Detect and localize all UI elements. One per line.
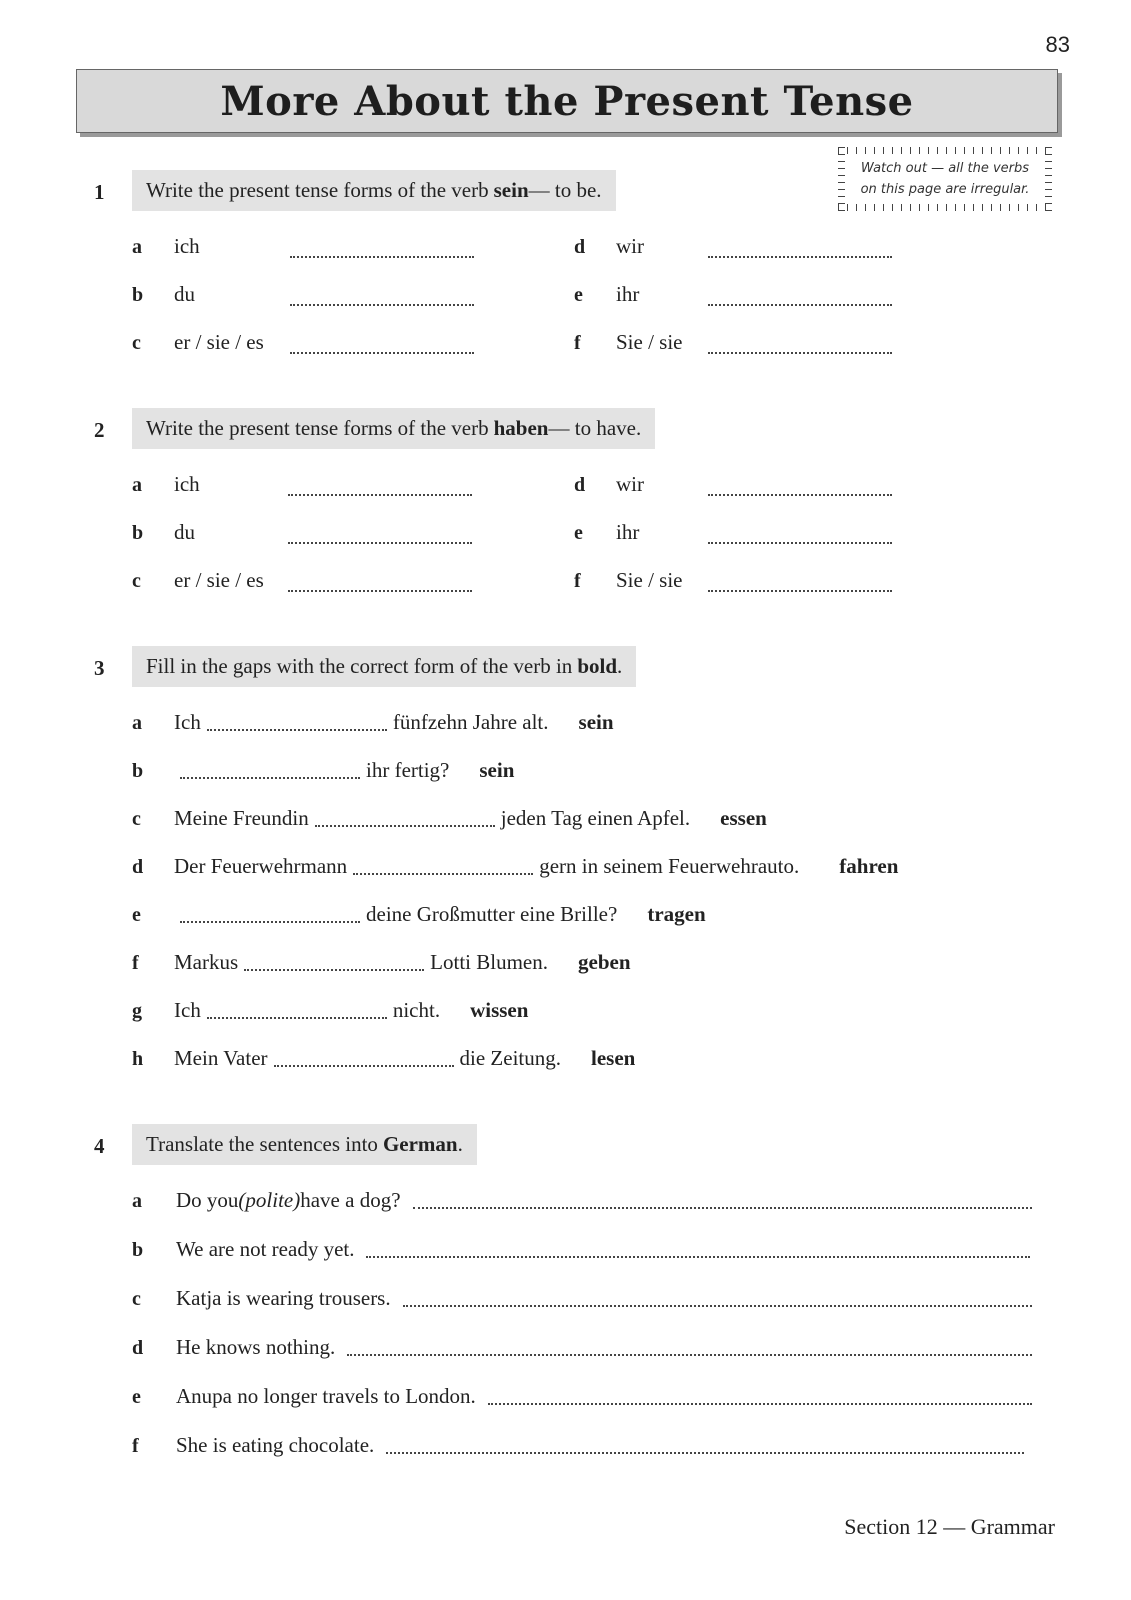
item-letter: a xyxy=(132,712,142,734)
verb-hint: lesen xyxy=(591,1046,636,1070)
answer-blank[interactable] xyxy=(708,336,892,354)
question-number-4: 4 xyxy=(94,1134,105,1158)
pronoun: ich xyxy=(174,472,200,496)
instr-bold: bold xyxy=(577,654,618,678)
item-letter: c xyxy=(132,570,141,592)
item-letter: h xyxy=(132,1048,144,1070)
sentence-note: (polite) xyxy=(238,1188,301,1212)
item-letter: b xyxy=(132,760,144,782)
instr-text: Write the present tense forms of the verb xyxy=(146,416,489,440)
translation-line xyxy=(176,1433,1030,1458)
answer-blank[interactable] xyxy=(290,240,474,258)
question-1-instruction xyxy=(132,170,616,211)
item-letter: c xyxy=(132,1288,141,1310)
instr-bold: German xyxy=(382,1132,458,1156)
sentence-start: Markus xyxy=(174,950,239,974)
pronoun: ihr xyxy=(616,520,640,544)
item-letter: e xyxy=(574,522,583,544)
tip-text xyxy=(850,158,1040,200)
answer-blank[interactable] xyxy=(207,1001,387,1019)
item-letter: a xyxy=(132,236,142,258)
question-number-2: 2 xyxy=(94,418,105,442)
instr-text: — to have. xyxy=(548,416,642,440)
pronoun: ich xyxy=(174,234,200,258)
instr-text: Write the present tense forms of the verb xyxy=(146,178,489,202)
sentence-start: Meine Freundin xyxy=(174,806,309,830)
answer-line[interactable] xyxy=(347,1338,1032,1356)
item-letter: f xyxy=(574,332,581,354)
item-letter: a xyxy=(132,474,142,496)
answer-blank[interactable] xyxy=(244,953,424,971)
sentence-text: Katja is wearing trousers. xyxy=(176,1286,391,1310)
item-letter: g xyxy=(132,1000,142,1022)
instr-text: . xyxy=(617,654,623,678)
sentence-text: We are not ready yet. xyxy=(176,1237,355,1261)
instr-bold: sein xyxy=(493,178,529,202)
item-letter: b xyxy=(132,284,144,306)
pronoun: Sie / sie xyxy=(616,330,683,354)
sentence-end: ihr fertig? xyxy=(366,758,450,782)
item-letter: f xyxy=(574,570,581,592)
item-letter: f xyxy=(132,1435,139,1457)
pronoun: Sie / sie xyxy=(616,568,683,592)
sentence-start: Ich xyxy=(174,710,201,734)
tip-line-1: Watch out — all the verbs xyxy=(860,161,1030,176)
answer-line[interactable] xyxy=(403,1289,1032,1307)
instr-text: — to be. xyxy=(528,178,602,202)
verb-hint: fahren xyxy=(839,854,899,878)
sentence-end: die Zeitung. xyxy=(459,1046,561,1070)
pronoun: du xyxy=(174,282,195,306)
verb-hint: geben xyxy=(578,950,631,974)
answer-blank[interactable] xyxy=(290,336,474,354)
title-banner xyxy=(76,69,1058,133)
gap-sentence xyxy=(174,758,514,783)
pronoun: ihr xyxy=(616,282,640,306)
sentence-start: Mein Vater xyxy=(174,1046,268,1070)
answer-blank[interactable] xyxy=(290,288,474,306)
sentence-end: jeden Tag einen Apfel. xyxy=(500,806,691,830)
verb-hint: sein xyxy=(578,710,614,734)
instr-text: Fill in the gaps with the correct form of the verb in xyxy=(146,654,573,678)
answer-blank[interactable] xyxy=(274,1049,454,1067)
answer-blank[interactable] xyxy=(708,526,892,544)
translation-line xyxy=(176,1188,1038,1213)
answer-blank[interactable] xyxy=(288,574,472,592)
translation-line xyxy=(176,1286,1038,1311)
gap-sentence xyxy=(174,806,767,831)
answer-blank[interactable] xyxy=(288,478,472,496)
sentence-text: Do you xyxy=(176,1188,239,1212)
item-letter: e xyxy=(132,1386,141,1408)
translation-line xyxy=(176,1335,1038,1360)
page-number: 83 xyxy=(1045,32,1070,57)
sentence-text: Anupa no longer travels to London. xyxy=(176,1384,476,1408)
sentence-end: Lotti Blumen. xyxy=(430,950,548,974)
sentence-text: He knows nothing. xyxy=(176,1335,336,1359)
pronoun: er / sie / es xyxy=(174,568,264,592)
sentence-end: gern in seinem Feuerwehrauto. xyxy=(539,854,800,878)
gap-sentence xyxy=(174,998,528,1023)
question-3-instruction xyxy=(132,646,636,687)
sentence-text: have a dog? xyxy=(300,1188,401,1212)
gap-sentence xyxy=(174,710,614,735)
instr-text: Translate the sentences into xyxy=(146,1132,378,1156)
gap-sentence xyxy=(174,854,898,879)
sentence-end: fünfzehn Jahre alt. xyxy=(392,710,549,734)
answer-line[interactable] xyxy=(366,1240,1030,1258)
sentence-end: nicht. xyxy=(392,998,441,1022)
answer-blank[interactable] xyxy=(315,809,495,827)
item-letter: f xyxy=(132,952,139,974)
answer-blank[interactable] xyxy=(207,713,387,731)
page-title: More About the Present Tense xyxy=(220,77,914,125)
item-letter: e xyxy=(132,904,141,926)
item-letter: d xyxy=(574,236,586,258)
instr-bold: haben xyxy=(493,416,549,440)
sentence-end: deine Großmutter eine Brille? xyxy=(366,902,618,926)
pronoun: wir xyxy=(616,472,644,496)
gap-sentence xyxy=(174,1046,635,1071)
translation-line xyxy=(176,1384,1038,1409)
tip-line-2: on this page are irregular. xyxy=(860,182,1030,197)
translation-line xyxy=(176,1237,1036,1262)
pronoun: wir xyxy=(616,234,644,258)
item-letter: a xyxy=(132,1190,142,1212)
section-footer: Section 12 — Grammar xyxy=(844,1514,1055,1539)
verb-hint: sein xyxy=(479,758,515,782)
verb-hint: tragen xyxy=(647,902,706,926)
gap-sentence xyxy=(174,950,631,975)
pronoun: er / sie / es xyxy=(174,330,264,354)
tip-box xyxy=(838,147,1052,211)
answer-blank[interactable] xyxy=(708,574,892,592)
item-letter: d xyxy=(132,1337,144,1359)
sentence-start: Ich xyxy=(174,998,201,1022)
sentence-text: She is eating chocolate. xyxy=(176,1433,375,1457)
item-letter: c xyxy=(132,332,141,354)
question-number-3: 3 xyxy=(94,656,105,680)
sentence-start: Der Feuerwehrmann xyxy=(174,854,348,878)
answer-blank[interactable] xyxy=(708,240,892,258)
verb-hint: wissen xyxy=(470,998,529,1022)
item-letter: b xyxy=(132,1239,144,1261)
answer-blank[interactable] xyxy=(353,857,533,875)
instr-text: . xyxy=(457,1132,463,1156)
answer-blank[interactable] xyxy=(288,526,472,544)
question-number-1: 1 xyxy=(94,180,105,204)
answer-blank[interactable] xyxy=(180,905,360,923)
question-2-instruction xyxy=(132,408,655,449)
answer-blank[interactable] xyxy=(708,288,892,306)
gap-sentence xyxy=(174,902,706,927)
item-letter: d xyxy=(132,856,144,878)
item-letter: d xyxy=(574,474,586,496)
question-4-instruction xyxy=(132,1124,477,1165)
answer-line[interactable] xyxy=(386,1436,1024,1454)
item-letter: e xyxy=(574,284,583,306)
answer-blank[interactable] xyxy=(708,478,892,496)
item-letter: b xyxy=(132,522,144,544)
answer-line[interactable] xyxy=(413,1191,1032,1209)
answer-line[interactable] xyxy=(488,1387,1032,1405)
answer-blank[interactable] xyxy=(180,761,360,779)
item-letter: c xyxy=(132,808,141,830)
pronoun: du xyxy=(174,520,195,544)
verb-hint: essen xyxy=(720,806,767,830)
